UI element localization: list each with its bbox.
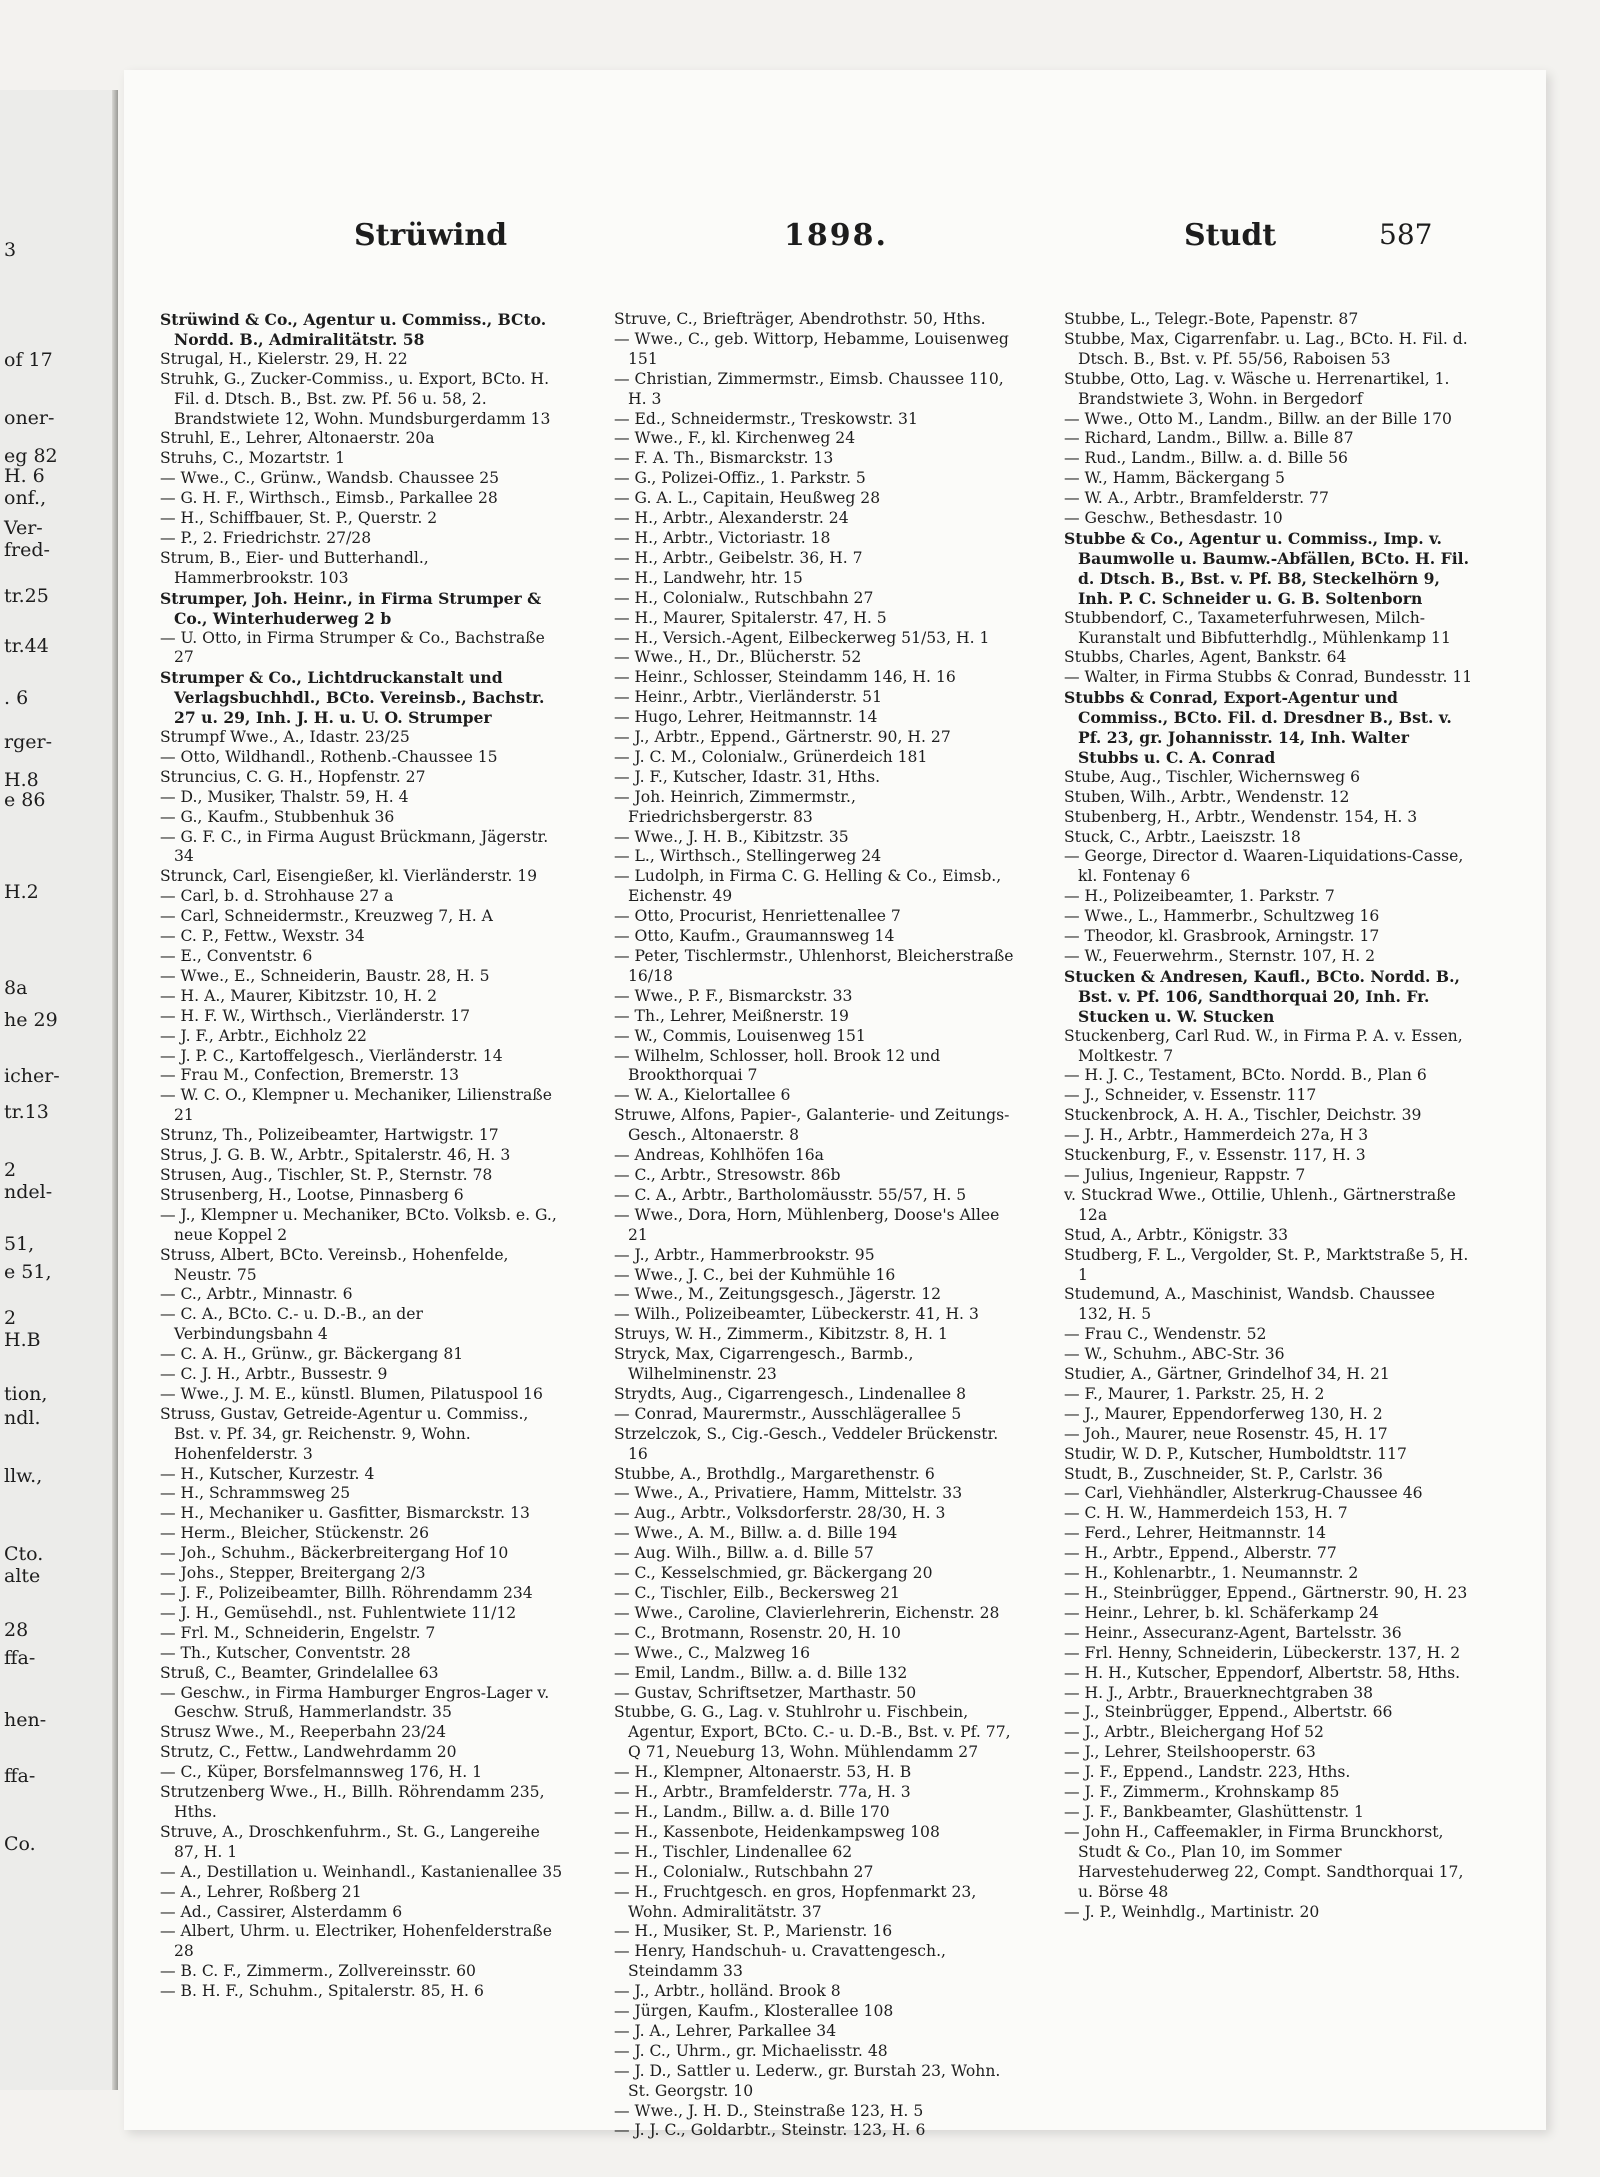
directory-entry: — Th., Kutscher, Conventstr. 28 [160, 1643, 411, 1662]
directory-entry: — Otto, Kaufm., Graumannsweg 14 [614, 927, 895, 946]
directory-entry: — H., Arbtr., Victoriastr. 18 [614, 528, 831, 547]
directory-page [124, 70, 1546, 2140]
directory-entry: — H., Arbtr., Alexanderstr. 24 [614, 509, 849, 528]
directory-entry: Strydts, Aug., Cigarrengesch., Lindenallee 8 [614, 1384, 967, 1403]
directory-entry: — C., Küper, Borsfelmannsweg 176, H. 1 [160, 1763, 483, 1782]
page-fold [112, 90, 118, 2090]
directory-entry: — Wwe., P. F., Bismarckstr. 33 [614, 986, 853, 1005]
directory-entry: — H. J., Arbtr., Brauerknechtgraben 38 [1064, 1683, 1374, 1702]
directory-entry: — Otto, Procurist, Henriettenallee 7 [614, 907, 901, 926]
directory-entry: — Wwe., Caroline, Clavierlehrerin, Eichenstr. 28 [614, 1603, 1000, 1622]
directory-entry: — B. H. F., Schuhm., Spitalerstr. 85, H. 6 [160, 1982, 484, 2001]
left-page-fragment: onf., [4, 487, 47, 509]
left-page-fragment: fred- [4, 539, 50, 561]
directory-entry: — H., Arbtr., Eppend., Alberstr. 77 [1064, 1544, 1337, 1563]
directory-entry: — D., Musiker, Thalstr. 59, H. 4 [160, 787, 409, 806]
directory-entry: Strugal, H., Kielerstr. 29, H. 22 [160, 349, 408, 368]
directory-entry: — E., Conventstr. 6 [160, 947, 313, 965]
directory-entry: — H., Kohlenarbtr., 1. Neumannstr. 2 [1064, 1564, 1359, 1583]
directory-entry: — Wwe., Otto M., Landm., Billw. an der Bille 170 [1064, 409, 1452, 428]
directory-entry: Strutzenberg Wwe., H., Billh. Röhrendamm 235, Hths. [160, 1783, 545, 1821]
directory-entry: — Aug. Wilh., Billw. a. d. Bille 57 [614, 1544, 874, 1563]
left-page-fragment: e 86 [4, 789, 46, 811]
left-page-fragment: Ver- [4, 517, 43, 539]
directory-entry: Stucken & Andresen, Kaufl., BCto. Nordd. B., Bst. v. Pf. 106, Sandthorquai 20, Inh. Fr. Stucken u. W. Stucken [1064, 966, 1460, 1026]
directory-entry: — G. F. C., in Firma August Brückmann, Jägerstr. 34 [160, 827, 549, 866]
directory-entry: — J., Klempner u. Mechaniker, BCto. Volksb. e. G., neue Koppel 2 [160, 1205, 557, 1244]
directory-entry: — Joh., Schuhm., Bäckerbreitergang Hof 10 [160, 1544, 509, 1563]
directory-entry: — Walter, in Firma Stubbs & Conrad, Bundesstr. 11 [1064, 668, 1473, 687]
directory-entry: — Th., Lehrer, Meißnerstr. 19 [614, 1006, 849, 1025]
directory-entry: — H., Schrammsweg 25 [160, 1484, 351, 1503]
left-page-fragment: Co. [4, 1833, 36, 1855]
directory-entry: — H., Mechaniker u. Gasfitter, Bismarckstr. 13 [160, 1504, 530, 1523]
directory-entry: — L., Wirthsch., Stellingerweg 24 [614, 847, 882, 866]
directory-entry: Strutz, C., Fettw., Landwehrdamm 20 [160, 1743, 457, 1762]
directory-entry: — A., Lehrer, Roßberg 21 [160, 1882, 362, 1901]
directory-entry: — Wwe., F., kl. Kirchenweg 24 [614, 429, 856, 448]
directory-entry: — C. A. H., Grünw., gr. Bäckergang 81 [160, 1345, 464, 1364]
directory-entry: — John H., Caffeemakler, in Firma Brunckhorst, Studt & Co., Plan 10, im Sommer Harvestehuderweg 22, Compt. Sandthorquai 17, u. Börse 48 [1064, 1822, 1464, 1901]
directory-entry: — J. C., Uhrm., gr. Michaelisstr. 48 [614, 2041, 888, 2060]
directory-entry: Stubbendorf, C., Taxameterfuhrwesen, Milch-Kuranstalt und Bibfutterhdlg., Mühlenkamp 11 [1064, 608, 1451, 647]
directory-entry: — B. C. F., Zimmerm., Zollvereinsstr. 60 [160, 1962, 476, 1981]
left-page-fragment: icher- [4, 1065, 60, 1087]
directory-entry: — W., Commis, Louisenweg 151 [614, 1026, 866, 1045]
directory-entry: Struys, W. H., Zimmerm., Kibitzstr. 8, H. 1 [614, 1325, 948, 1344]
left-page-fragment: 51, [4, 1233, 35, 1255]
directory-entry: — Wwe., J. H. D., Steinstraße 123, H. 5 [614, 2101, 924, 2120]
directory-entry: Strumper, Joh. Heinr., in Firma Strumper & Co., Winterhuderweg 2 b [160, 588, 542, 628]
directory-entry: — J., Schneider, v. Essenstr. 117 [1064, 1086, 1317, 1105]
directory-entry: — H., Landwehr, htr. 15 [614, 568, 803, 587]
directory-entry: — G., Kaufm., Stubbenhuk 36 [160, 807, 395, 826]
directory-entry: — J., Arbtr., Hammerbrookstr. 95 [614, 1245, 875, 1264]
directory-entry: Struve, A., Droschkenfuhrm., St. G., Langereihe 87, H. 1 [160, 1822, 540, 1861]
directory-entry: — A., Destillation u. Weinhandl., Kastanienallee 35 [160, 1862, 563, 1881]
directory-entry: Strumper & Co., Lichtdruckanstalt und Verlagsbuchhdl., BCto. Vereinsb., Bachstr. 27 u. 29, Inh. J. H. u. U. O. Strumper [160, 668, 545, 728]
directory-entry: — W. A., Kielortallee 6 [614, 1086, 791, 1105]
column-right [1064, 310, 1474, 1922]
directory-entry: — Ad., Cassirer, Alsterdamm 6 [160, 1902, 403, 1921]
directory-entry: — F., Maurer, 1. Parkstr. 25, H. 2 [1064, 1384, 1325, 1403]
directory-entry: — J. J. C., Goldarbtr., Steinstr. 123, H. 6 [614, 2121, 926, 2140]
directory-entry: — C. P., Fettw., Wexstr. 34 [160, 927, 365, 946]
directory-entry: — Hugo, Lehrer, Heitmannstr. 14 [614, 708, 878, 727]
directory-entry: Struß, C., Beamter, Grindelallee 63 [160, 1663, 439, 1682]
directory-entry: — W., Schuhm., ABC-Str. 36 [1064, 1345, 1285, 1364]
left-page-fragment: ffa- [4, 1647, 36, 1669]
directory-entry: — Carl, Schneidermstr., Kreuzweg 7, H. A [160, 907, 493, 926]
directory-entry: — Emil, Landm., Billw. a. d. Bille 132 [614, 1663, 908, 1682]
directory-entry: — Wwe., J. H. B., Kibitzstr. 35 [614, 827, 849, 846]
directory-entry: Studir, W. D. P., Kutscher, Humboldtstr. 117 [1064, 1444, 1407, 1463]
directory-entry: — G., Polizei-Offiz., 1. Parkstr. 5 [614, 469, 866, 488]
left-page-fragment: ffa- [4, 1765, 36, 1787]
directory-entry: Strüwind & Co., Agentur u. Commiss., BCto. Nordd. B., Admiralitätstr. 58 [160, 310, 547, 349]
directory-entry: — Otto, Wildhandl., Rothenb.-Chaussee 15 [160, 747, 498, 766]
directory-entry: v. Stuckrad Wwe., Ottilie, Uhlenh., Gärtnerstraße 12a [1064, 1185, 1456, 1224]
directory-entry: Strusen, Aug., Tischler, St. P., Sternstr. 78 [160, 1165, 493, 1184]
directory-entry: Stubbe, Max, Cigarrenfabr. u. Lag., BCto. H. Fil. d. Dtsch. B., Bst. v. Pf. 55/56, Raboisen 53 [1064, 329, 1468, 368]
directory-entry: Studt, B., Zuschneider, St. P., Carlstr. 36 [1064, 1464, 1383, 1483]
directory-entry: Stubbs & Conrad, Export-Agentur und Commiss., BCto. Fil. d. Dresdner B., Bst. v. Pf. 23, gr. Johannisstr. 14, Inh. Walter Stubbs u. C. A. Conrad [1064, 688, 1452, 767]
directory-entry: — Jürgen, Kaufm., Klosterallee 108 [614, 2002, 894, 2021]
directory-entry: — Geschw., Bethesdastr. 10 [1064, 509, 1283, 528]
left-page-fragment: tr.44 [4, 635, 49, 657]
page-header [124, 218, 1546, 258]
left-page-fragment: of 17 [4, 349, 53, 371]
directory-entry: — J., Steinbrügger, Eppend., Albertstr. 66 [1064, 1703, 1393, 1722]
directory-entry: — Frl. Henny, Schneiderin, Lübeckerstr. 137, H. 2 [1064, 1643, 1461, 1662]
directory-entry: — Ed., Schneidermstr., Treskowstr. 31 [614, 409, 918, 428]
directory-entry: — Wwe., L., Hammerbr., Schultzweg 16 [1064, 907, 1380, 926]
directory-entry: — C., Tischler, Eilb., Beckersweg 21 [614, 1584, 900, 1602]
directory-entry: — G. A. L., Capitain, Heußweg 28 [614, 489, 881, 508]
directory-entry: Struhl, E., Lehrer, Altonaerstr. 20a [160, 429, 435, 448]
directory-entry: — H., Kassenbote, Heidenkampsweg 108 [614, 1822, 940, 1841]
directory-entry: — H. H., Kutscher, Eppendorf, Albertstr. 58, Hths. [1064, 1663, 1461, 1682]
directory-entry: — Heinr., Assecuranz-Agent, Bartelsstr. 36 [1064, 1623, 1402, 1642]
directory-entry: Studier, A., Gärtner, Grindelhof 34, H. 21 [1064, 1365, 1390, 1384]
directory-entry: — W., Hamm, Bäckergang 5 [1064, 469, 1285, 488]
directory-entry: — C. A., Arbtr., Bartholomäusstr. 55/57, H. 5 [614, 1185, 967, 1204]
header-left-keyword: Strüwind [354, 218, 508, 253]
directory-entry: Stuckenburg, F., v. Essenstr. 117, H. 3 [1064, 1146, 1366, 1165]
left-page-fragment: 8a [4, 977, 28, 999]
directory-entry: Strus, J. G. B. W., Arbtr., Spitalerstr. 46, H. 3 [160, 1146, 511, 1165]
left-page-fragment: 2 [4, 1307, 17, 1329]
directory-entry: — J. D., Sattler u. Lederw., gr. Burstah 23, Wohn. St. Georgstr. 10 [614, 2061, 1001, 2100]
directory-entry: Studberg, F. L., Vergolder, St. P., Marktstraße 5, H. 1 [1064, 1245, 1469, 1284]
directory-entry: — H., Fruchtgesch. en gros, Hopfenmarkt 23, Wohn. Admiralitätstr. 37 [614, 1882, 977, 1921]
left-page-fragment: llw., [4, 1465, 43, 1487]
directory-entry: Stryck, Max, Cigarrengesch., Barmb., Wilhelminenstr. 23 [614, 1345, 914, 1384]
directory-entry: — Wwe., H., Dr., Blücherstr. 52 [614, 648, 862, 667]
directory-entry: — Wwe., C., Malzweg 16 [614, 1643, 811, 1662]
directory-entry: — Richard, Landm., Billw. a. Bille 87 [1064, 429, 1354, 448]
directory-entry: — Rud., Landm., Billw. a. d. Bille 56 [1064, 449, 1348, 468]
directory-entry: Stubbe & Co., Agentur u. Commiss., Imp. v. Baumwolle u. Baumw.-Abfällen, BCto. H. Fil. d. Dtsch. B., Bst. v. Pf. B8, Steckelhörn 9, Inh. P. C. Schneider u. G. B. Soltenborn [1064, 528, 1470, 608]
directory-entry: — C., Brotmann, Rosenstr. 20, H. 10 [614, 1623, 901, 1642]
directory-entry: Struncius, C. G. H., Hopfenstr. 27 [160, 767, 426, 786]
directory-entry: — J. F., Kutscher, Idastr. 31, Hths. [614, 767, 881, 786]
directory-entry: — J., Maurer, Eppendorferweg 130, H. 2 [1064, 1404, 1383, 1423]
directory-entry: — Wwe., C., Grünw., Wandsb. Chaussee 25 [160, 469, 500, 488]
directory-entry: — C., Kesselschmied, gr. Bäckergang 20 [614, 1564, 933, 1583]
directory-entry: — J. H., Gemüsehdl., nst. Fuhlentwiete 11/12 [160, 1603, 517, 1622]
directory-entry: — Wwe., A., Privatiere, Hamm, Mittelstr. 33 [614, 1484, 963, 1503]
directory-entry: Strunz, Th., Polizeibeamter, Hartwigstr. 17 [160, 1126, 499, 1145]
directory-entry: — Joh., Maurer, neue Rosenstr. 45, H. 17 [1064, 1424, 1388, 1443]
directory-entry: Strum, B., Eier- und Butterhandl., Hammerbrookstr. 103 [160, 548, 429, 587]
directory-entry: Struve, C., Briefträger, Abendrothstr. 50, Hths. [614, 310, 986, 328]
directory-entry: Stubbe, G. G., Lag. v. Stuhlrohr u. Fischbein, Agentur, Export, BCto. C.- u. D.-B., Bst. v. Pf. 77, Q 71, Neueburg 13, Wohn. Mühlendamm 27 [614, 1703, 1011, 1762]
directory-entry: — H., Colonialw., Rutschbahn 27 [614, 588, 874, 607]
directory-entry: — Ferd., Lehrer, Heitmannstr. 14 [1064, 1524, 1327, 1543]
directory-entry: — C., Arbtr., Minnastr. 6 [160, 1285, 353, 1304]
directory-entry: — H., Colonialw., Rutschbahn 27 [614, 1862, 874, 1881]
directory-entry: Stubbe, A., Brothdlg., Margarethenstr. 6 [614, 1464, 935, 1483]
directory-entry: — Herm., Bleicher, Stückenstr. 26 [160, 1524, 430, 1543]
left-page-fragment: hen- [4, 1709, 47, 1731]
directory-entry: — H., Versich.-Agent, Eilbeckerweg 51/53, H. 1 [614, 628, 990, 647]
directory-entry: — Gustav, Schriftsetzer, Marthastr. 50 [614, 1683, 917, 1702]
directory-entry: — C. A., BCto. C.- u. D.-B., an der Verbindungsbahn 4 [160, 1305, 423, 1344]
directory-entry: — Frau M., Confection, Bremerstr. 13 [160, 1066, 460, 1085]
directory-entry: Stubbs, Charles, Agent, Bankstr. 64 [1064, 648, 1347, 667]
directory-entry: — Peter, Tischlermstr., Uhlenhorst, Bleicherstraße 16/18 [614, 947, 1014, 985]
directory-entry: Struhs, C., Mozartstr. 1 [160, 449, 346, 468]
directory-entry: — H., Steinbrügger, Eppend., Gärtnerstr. 90, H. 23 [1064, 1584, 1468, 1602]
left-page-fragment: tion, [4, 1383, 48, 1405]
directory-entry: — W. C. O., Klempner u. Mechaniker, Lilienstraße 21 [160, 1086, 552, 1125]
column-middle [614, 310, 1018, 2141]
left-page-fragment: H.B [4, 1329, 41, 1351]
header-right-keyword: Studt [1184, 218, 1277, 253]
directory-entry: — George, Director d. Waaren-Liquidations-Casse, kl. Fontenay 6 [1064, 847, 1464, 886]
directory-entry: — C., Arbtr., Stresowstr. 86b [614, 1165, 841, 1184]
directory-entry: Studemund, A., Maschinist, Wandsb. Chaussee 132, H. 5 [1064, 1285, 1436, 1324]
directory-entry: — J., Lehrer, Steilshooperstr. 63 [1064, 1743, 1316, 1762]
directory-entry: — C. J. H., Arbtr., Bussestr. 9 [160, 1365, 388, 1384]
directory-entry: Struhk, G., Zucker-Commiss., u. Export, BCto. H. Fil. d. Dtsch. B., Bst. zw. Pf. 56 u. 58, 2. Brandstwiete 12, Wohn. Mundsburgerdamm 13 [160, 369, 551, 428]
directory-entry: Struwe, Alfons, Papier-, Galanterie- und Zeitungs-Gesch., Altonaerstr. 8 [614, 1106, 1010, 1145]
directory-entry: Stubenberg, H., Arbtr., Wendenstr. 154, H. 3 [1064, 807, 1418, 826]
directory-entry: Stube, Aug., Tischler, Wichernsweg 6 [1064, 767, 1360, 786]
directory-entry: — G. H. F., Wirthsch., Eimsb., Parkallee 28 [160, 489, 498, 508]
directory-entry: — Wwe., J. C., bei der Kuhmühle 16 [614, 1265, 896, 1284]
directory-entry: Struss, Albert, BCto. Vereinsb., Hohenfelde, Neustr. 75 [160, 1245, 509, 1284]
directory-entry: Strunck, Carl, Eisengießer, kl. Vierländerstr. 19 [160, 867, 538, 886]
left-page-fragment: H. 6 [4, 465, 45, 487]
left-page-fragment: oner- [4, 407, 55, 429]
directory-entry: Strusz Wwe., M., Reeperbahn 23/24 [160, 1723, 447, 1742]
directory-entry: — Wwe., A. M., Billw. a. d. Bille 194 [614, 1524, 898, 1543]
directory-entry: — F. A. Th., Bismarckstr. 13 [614, 449, 834, 468]
left-page-fragment: 3 [4, 239, 17, 261]
directory-entry: — Julius, Ingenieur, Rappstr. 7 [1064, 1165, 1306, 1184]
directory-entry: — Wwe., M., Zeitungsgesch., Jägerstr. 12 [614, 1285, 942, 1304]
directory-entry: Stuben, Wilh., Arbtr., Wendenstr. 12 [1064, 787, 1350, 806]
page-number: 587 [1379, 218, 1433, 251]
directory-entry: — J. A., Lehrer, Parkallee 34 [614, 2021, 837, 2040]
directory-entry: — H., Maurer, Spitalerstr. 47, H. 5 [614, 608, 887, 627]
directory-entry: — Conrad, Maurermstr., Ausschlägerallee 5 [614, 1404, 962, 1423]
directory-entry: — Johs., Stepper, Breitergang 2/3 [160, 1564, 426, 1583]
directory-entry: — H., Landm., Billw. a. d. Bille 170 [614, 1802, 890, 1821]
directory-entry: Strzelczok, S., Cig.-Gesch., Veddeler Brückenstr. 16 [614, 1424, 999, 1463]
directory-entry: — Wwe., E., Schneiderin, Baustr. 28, H. 5 [160, 966, 490, 985]
directory-entry: — H. J. C., Testament, BCto. Nordd. B., Plan 6 [1064, 1066, 1427, 1085]
directory-entry: Strusenberg, H., Lootse, Pinnasberg 6 [160, 1185, 464, 1204]
directory-entry: — Frau C., Wendenstr. 52 [1064, 1325, 1267, 1344]
left-page-fragment: tr.25 [4, 585, 49, 607]
directory-entry: Stuckenberg, Carl Rud. W., in Firma P. A. v. Essen, Moltkestr. 7 [1064, 1026, 1463, 1065]
directory-entry: — Wilh., Polizeibeamter, Lübeckerstr. 41, H. 3 [614, 1305, 979, 1324]
directory-entry: — H., Musiker, St. P., Marienstr. 16 [614, 1922, 893, 1941]
left-page-fragment: he 29 [4, 1009, 58, 1031]
directory-entry: — J. F., Zimmerm., Krohnskamp 85 [1064, 1783, 1340, 1802]
column-left [160, 310, 564, 2002]
directory-entry: Stubbe, L., Telegr.-Bote, Papenstr. 87 [1064, 310, 1359, 328]
directory-entry: Strumpf Wwe., A., Idastr. 23/25 [160, 728, 410, 747]
directory-entry: — J. P. C., Kartoffelgesch., Vierländerstr. 14 [160, 1046, 503, 1065]
left-page-fragment: 28 [4, 1619, 29, 1641]
directory-entry: — H., Tischler, Lindenallee 62 [614, 1842, 853, 1861]
directory-entry: — J., Arbtr., Bleichergang Hof 52 [1064, 1723, 1324, 1742]
left-page-fragment: rger- [4, 731, 52, 753]
directory-entry: — Heinr., Arbtr., Vierländerstr. 51 [614, 688, 883, 707]
directory-entry: — Geschw., in Firma Hamburger Engros-Lager v. Geschw. Struß, Hammerlandstr. 35 [160, 1683, 550, 1722]
left-page-fragment: ndl. [4, 1407, 41, 1429]
directory-entry: — Carl, Viehhändler, Alsterkrug-Chaussee 46 [1064, 1484, 1423, 1503]
left-page-sliver [0, 90, 118, 2090]
directory-entry: — Heinr., Schlosser, Steindamm 146, H. 16 [614, 668, 956, 687]
directory-entry: — J., Arbtr., holländ. Brook 8 [614, 1982, 841, 2001]
left-page-fragment: alte [4, 1565, 41, 1587]
directory-entry: — H., Arbtr., Geibelstr. 36, H. 7 [614, 548, 863, 567]
directory-entry: — J. F., Arbtr., Eichholz 22 [160, 1026, 367, 1045]
directory-entry: — U. Otto, in Firma Strumper & Co., Bachstraße 27 [160, 628, 545, 667]
directory-entry: — Frl. M., Schneiderin, Engelstr. 7 [160, 1623, 436, 1642]
directory-entry: — Henry, Handschuh- u. Cravattengesch., Steindamm 33 [614, 1942, 946, 1981]
left-page-fragment: H.2 [4, 881, 39, 903]
directory-entry: — Wilhelm, Schlosser, holl. Brook 12 und Brookthorquai 7 [614, 1046, 941, 1085]
directory-entry: — H., Schiffbauer, St. P., Querstr. 2 [160, 509, 438, 528]
left-page-fragment: eg 82 [4, 445, 58, 467]
left-page-fragment: tr.13 [4, 1101, 49, 1123]
directory-entry: Stubbe, Otto, Lag. v. Wäsche u. Herrenartikel, 1. Brandstwiete 3, Wohn. in Bergedorf [1064, 369, 1450, 408]
directory-entry: — H. A., Maurer, Kibitzstr. 10, H. 2 [160, 986, 438, 1005]
directory-entry: — H., Klempner, Altonaerstr. 53, H. B [614, 1763, 912, 1782]
directory-entry: — P., 2. Friedrichstr. 27/28 [160, 528, 372, 547]
directory-entry: — H. F. W., Wirthsch., Vierländerstr. 17 [160, 1006, 471, 1025]
directory-entry: Stuck, C., Arbtr., Laeiszstr. 18 [1064, 827, 1301, 846]
directory-entry: — Aug., Arbtr., Volksdorferstr. 28/30, H. 3 [614, 1504, 946, 1523]
directory-entry: — Carl, b. d. Strohhause 27 a [160, 887, 394, 906]
directory-entry: — W. A., Arbtr., Bramfelderstr. 77 [1064, 489, 1329, 508]
directory-entry: — C. H. W., Hammerdeich 153, H. 7 [1064, 1504, 1348, 1523]
left-page-fragment: H.8 [4, 769, 39, 791]
directory-entry: Stuckenbrock, A. H. A., Tischler, Deichstr. 39 [1064, 1106, 1422, 1125]
left-page-fragment: . 6 [4, 687, 29, 709]
header-year: 1898. [784, 218, 888, 253]
directory-entry: — H., Kutscher, Kurzestr. 4 [160, 1464, 375, 1483]
directory-entry: — Joh. Heinrich, Zimmermstr., Friedrichsbergerstr. 83 [614, 787, 856, 826]
left-page-fragment: ndel- [4, 1181, 53, 1203]
directory-entry: — Wwe., J. M. E., künstl. Blumen, Pilatuspool 16 [160, 1384, 543, 1403]
directory-entry: Struss, Gustav, Getreide-Agentur u. Commiss., Bst. v. Pf. 34, gr. Reichenstr. 9, Wohn. Hohenfelderstr. 3 [160, 1404, 529, 1463]
directory-entry: — J. P., Weinhdlg., Martinistr. 20 [1064, 1902, 1320, 1921]
directory-entry: — J. F., Eppend., Landstr. 223, Hths. [1064, 1763, 1351, 1782]
directory-entry: — Albert, Uhrm. u. Electriker, Hohenfelderstraße 28 [160, 1922, 552, 1961]
left-page-fragment: Cto. [4, 1543, 44, 1565]
directory-entry: — Wwe., C., geb. Wittorp, Hebamme, Louisenweg 151 [614, 329, 1009, 368]
left-page-fragment: e 51, [4, 1261, 52, 1283]
directory-entry: — Heinr., Lehrer, b. kl. Schäferkamp 24 [1064, 1603, 1379, 1622]
directory-entry: — J., Arbtr., Eppend., Gärtnerstr. 90, H. 27 [614, 728, 951, 747]
directory-entry: — Theodor, kl. Grasbrook, Arningstr. 17 [1064, 927, 1380, 946]
directory-entry: — Andreas, Kohlhöfen 16a [614, 1146, 824, 1165]
directory-entry: — Wwe., Dora, Horn, Mühlenberg, Doose's Allee 21 [614, 1205, 1000, 1244]
directory-entry: — Ludolph, in Firma C. G. Helling & Co., Eimsb., Eichenstr. 49 [614, 867, 1002, 906]
directory-entry: — J. H., Arbtr., Hammerdeich 27a, H 3 [1064, 1126, 1369, 1145]
directory-entry: Stud, A., Arbtr., Königstr. 33 [1064, 1225, 1288, 1244]
directory-entry: — J. F., Polizeibeamter, Billh. Röhrendamm 234 [160, 1584, 533, 1602]
directory-entry: — W., Feuerwehrm., Sternstr. 107, H. 2 [1064, 947, 1376, 965]
directory-entry: — H., Polizeibeamter, 1. Parkstr. 7 [1064, 887, 1335, 906]
directory-entry: — Christian, Zimmermstr., Eimsb. Chaussee 110, H. 3 [614, 369, 1004, 408]
directory-entry: — J. C. M., Colonialw., Grünerdeich 181 [614, 747, 928, 766]
left-page-fragment: 2 [4, 1159, 17, 1181]
directory-entry: — H., Arbtr., Bramfelderstr. 77a, H. 3 [614, 1783, 911, 1802]
directory-entry: — J. F., Bankbeamter, Glashüttenstr. 1 [1064, 1802, 1364, 1821]
